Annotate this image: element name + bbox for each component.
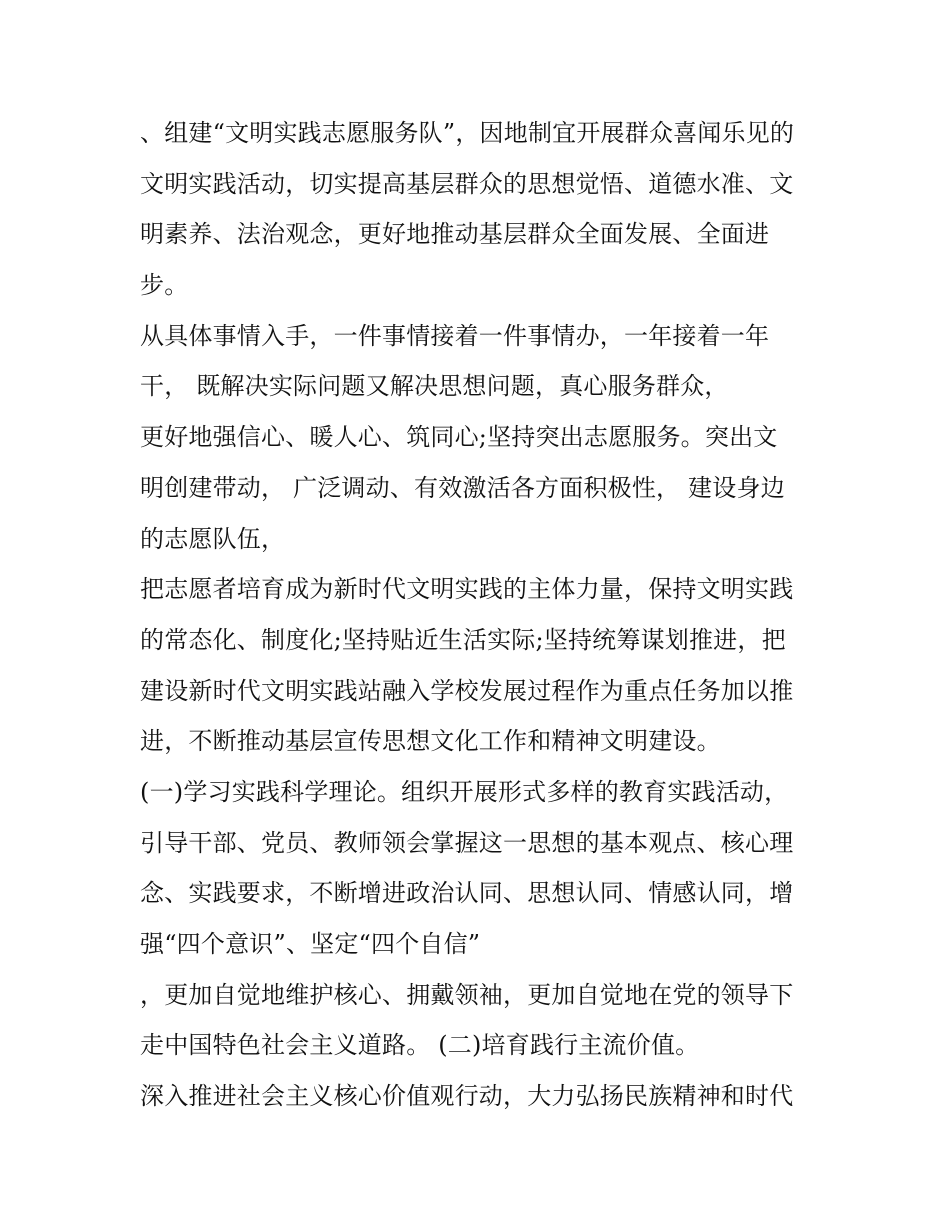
text-line: (一)学习实践科学理论。组织开展形式多样的教育实践活动， xyxy=(140,777,789,806)
text-line: 建设新时代文明实践站融入学校发展过程作为重点任务加以推 xyxy=(140,676,794,705)
text-line: 的志愿队伍， xyxy=(140,524,286,553)
body-text xyxy=(140,108,830,1122)
text-line: 干， 既解决实际问题又解决思想问题，真心服务群众， xyxy=(140,372,729,401)
text-line: 明素养、法治观念，更好地推动基层群众全面发展、全面进 xyxy=(140,220,770,249)
text-line: 从具体事情入手，一件事情接着一件事情办，一年接着一年 xyxy=(140,321,770,350)
text-line: 文明实践活动，切实提高基层群众的思想觉悟、道德水准、文 xyxy=(140,169,794,198)
text-line: 明创建带动， 广泛调动、有效激活各方面积极性， 建设身边 xyxy=(140,473,785,502)
text-line: 、组建“文明实践志愿服务队”，因地制宜开展群众喜闻乐见的 xyxy=(140,119,795,147)
text-line: 强“四个意识”、坚定“四个自信” xyxy=(140,930,481,958)
text-line: 把志愿者培育成为新时代文明实践的主体力量，保持文明实践 xyxy=(140,575,794,604)
text-line: 走中国特色社会主义道路。 (二)培育践行主流价值。 xyxy=(140,1031,700,1060)
text-line: 进，不断推动基层宣传思想文化工作和精神文明建设。 xyxy=(140,727,721,756)
text-line: 念、实践要求，不断增进政治认同、思想认同、情感认同，增 xyxy=(140,879,794,908)
text-line: 的常态化、制度化;坚持贴近生活实际;坚持统筹谋划推进，把 xyxy=(140,625,786,654)
text-line: 深入推进社会主义核心价值观行动，大力弘扬民族精神和时代 xyxy=(140,1082,794,1111)
text-line: 更好地强信心、暖人心、筑同心;坚持突出志愿服务。突出文 xyxy=(140,423,778,452)
text-line: ，更加自觉地维护核心、拥戴领袖，更加自觉地在党的领导下 xyxy=(140,980,794,1009)
text-line: 引导干部、党员、教师领会掌握这一思想的基本观点、核心理 xyxy=(140,828,794,857)
text-line: 步。 xyxy=(140,271,189,300)
